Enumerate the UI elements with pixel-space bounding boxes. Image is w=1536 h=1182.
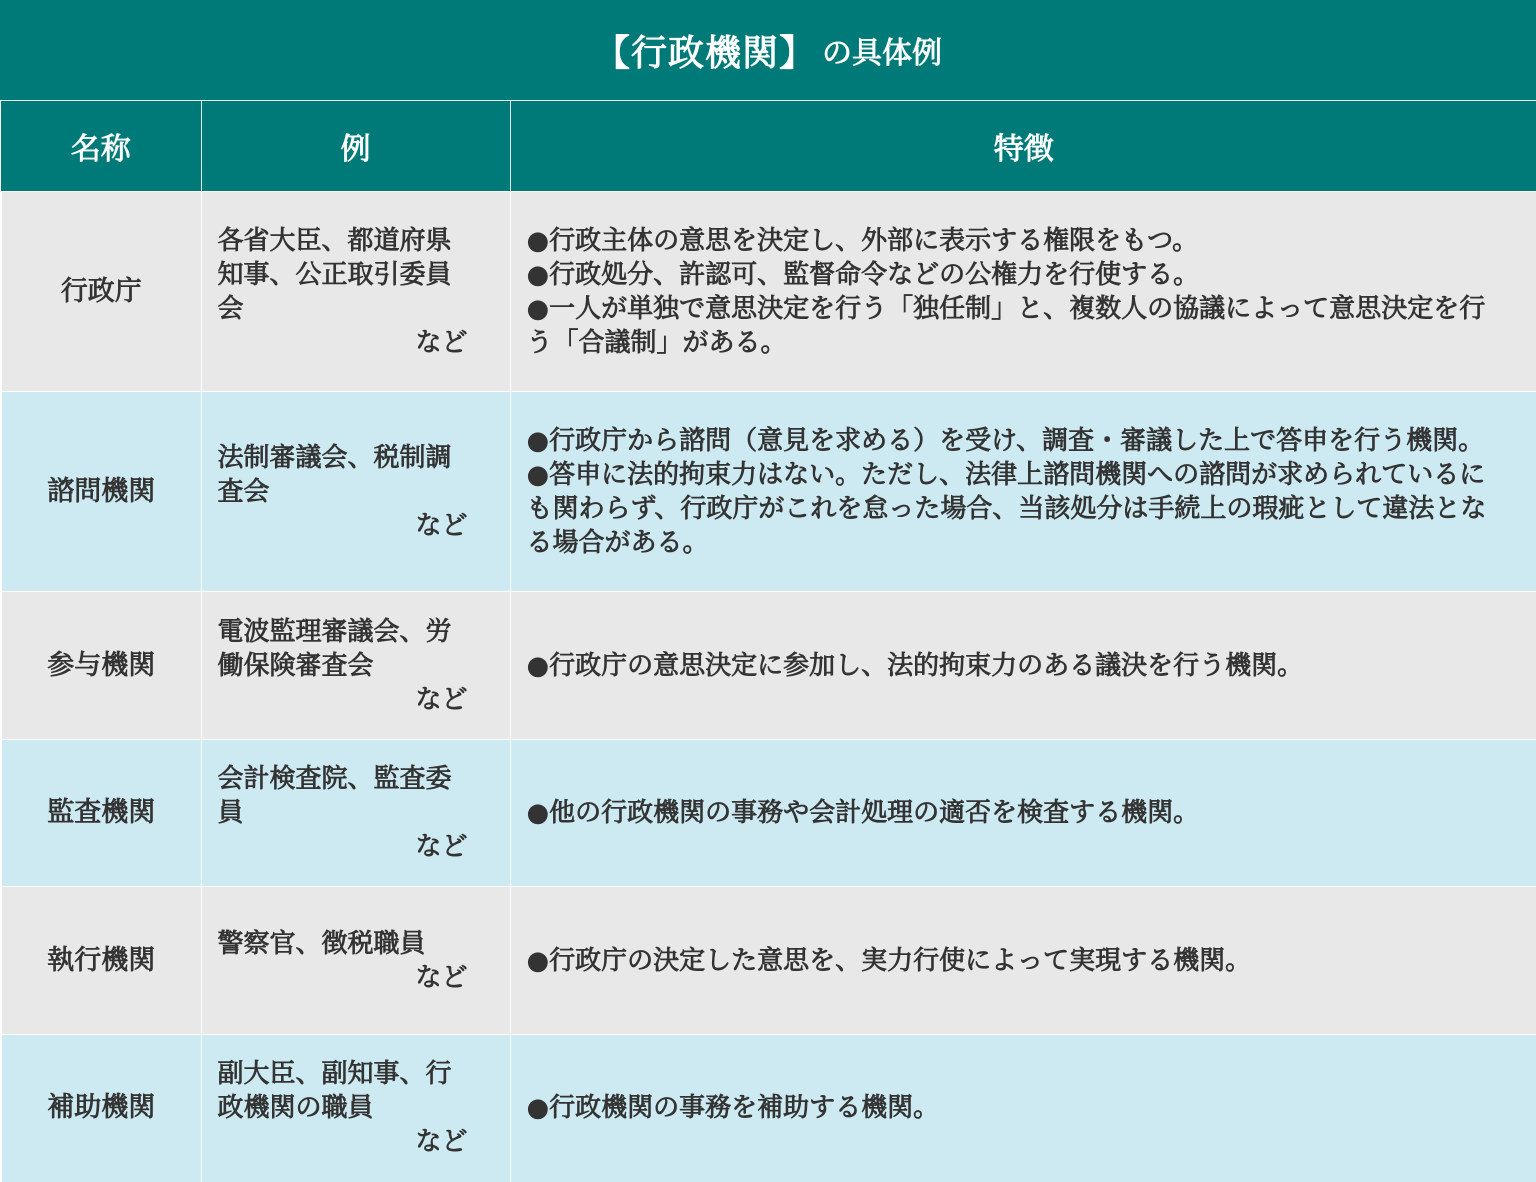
row-name: 監査機関 xyxy=(1,740,201,887)
row-examples xyxy=(201,1035,510,1182)
row-features xyxy=(510,592,1536,740)
table-row xyxy=(1,740,1536,887)
agencies-table xyxy=(0,100,1536,1182)
examples-suffix: など xyxy=(415,510,468,541)
row-name: 執行機関 xyxy=(1,887,201,1035)
page-title: 【行政機関】 xyxy=(593,32,816,74)
examples-suffix: など xyxy=(415,684,468,715)
examples-text: 法制審議会、税制調査会 xyxy=(217,442,452,507)
row-features xyxy=(510,1035,1536,1182)
feature-line: ●行政庁の決定した意思を、実力行使によって実現する機関。 xyxy=(526,945,1252,976)
feature-line: ●他の行政機関の事務や会計処理の適否を検査する機関。 xyxy=(526,798,1200,828)
examples-text: 副大臣、副知事、行政機関の職員 xyxy=(217,1059,452,1124)
row-name: 諮問機関 xyxy=(1,392,201,592)
feature-line: ●一人が単独で意思決定を行う「独任制」と、複数人の協議によって意思決定を行う「合議制」がある。 xyxy=(526,293,1486,358)
examples-suffix: など xyxy=(415,832,468,862)
row-examples xyxy=(201,740,510,887)
row-examples xyxy=(201,192,510,392)
page-subtitle: の具体例 xyxy=(822,36,942,71)
feature-line: ●行政機関の事務を補助する機関。 xyxy=(526,1093,940,1124)
row-examples xyxy=(201,887,510,1035)
examples-text: 会計検査院、監査委員 xyxy=(217,764,452,828)
row-features xyxy=(510,887,1536,1035)
table-row xyxy=(1,192,1536,392)
examples-text: 電波監理審議会、労働保険審査会 xyxy=(217,616,452,681)
column-header-name: 名称 xyxy=(1,101,201,192)
row-name: 参与機関 xyxy=(1,592,201,740)
table-row xyxy=(1,1035,1536,1182)
row-examples xyxy=(201,392,510,592)
table-row xyxy=(1,392,1536,592)
examples-text: 警察官、徴税職員 xyxy=(217,928,426,959)
feature-line: ●行政主体の意思を決定し、外部に表示する権限をもつ。 xyxy=(526,225,1199,256)
feature-line: ●答申に法的拘束力はない。ただし、法律上諮問機関への諮問が求められているにも関わらず、行政庁がこれを怠った場合、当該処分は手続上の瑕疵として違法となる場合がある。 xyxy=(526,459,1487,558)
row-examples xyxy=(201,592,510,740)
feature-line: ●行政庁から諮問（意見を求める）を受け、調査・審議した上で答申を行う機関。 xyxy=(526,425,1485,456)
row-name: 行政庁 xyxy=(1,192,201,392)
examples-suffix: など xyxy=(415,962,468,993)
row-name: 補助機関 xyxy=(1,1035,201,1182)
table-row xyxy=(1,592,1536,740)
examples-text: 各省大臣、都道府県知事、公正取引委員会 xyxy=(217,225,452,324)
column-header-examples: 例 xyxy=(201,101,510,192)
examples-suffix: など xyxy=(415,1127,468,1158)
examples-suffix: など xyxy=(415,327,468,358)
row-features xyxy=(510,392,1536,592)
row-features xyxy=(510,192,1536,392)
table-header-row xyxy=(1,101,1536,192)
title-bar xyxy=(0,0,1536,100)
row-features xyxy=(510,740,1536,887)
table-row xyxy=(1,887,1536,1035)
feature-line: ●行政庁の意思決定に参加し、法的拘束力のある議決を行う機関。 xyxy=(526,650,1304,681)
feature-line: ●行政処分、許認可、監督命令などの公権力を行使する。 xyxy=(526,259,1200,290)
column-header-features: 特徴 xyxy=(510,101,1536,192)
